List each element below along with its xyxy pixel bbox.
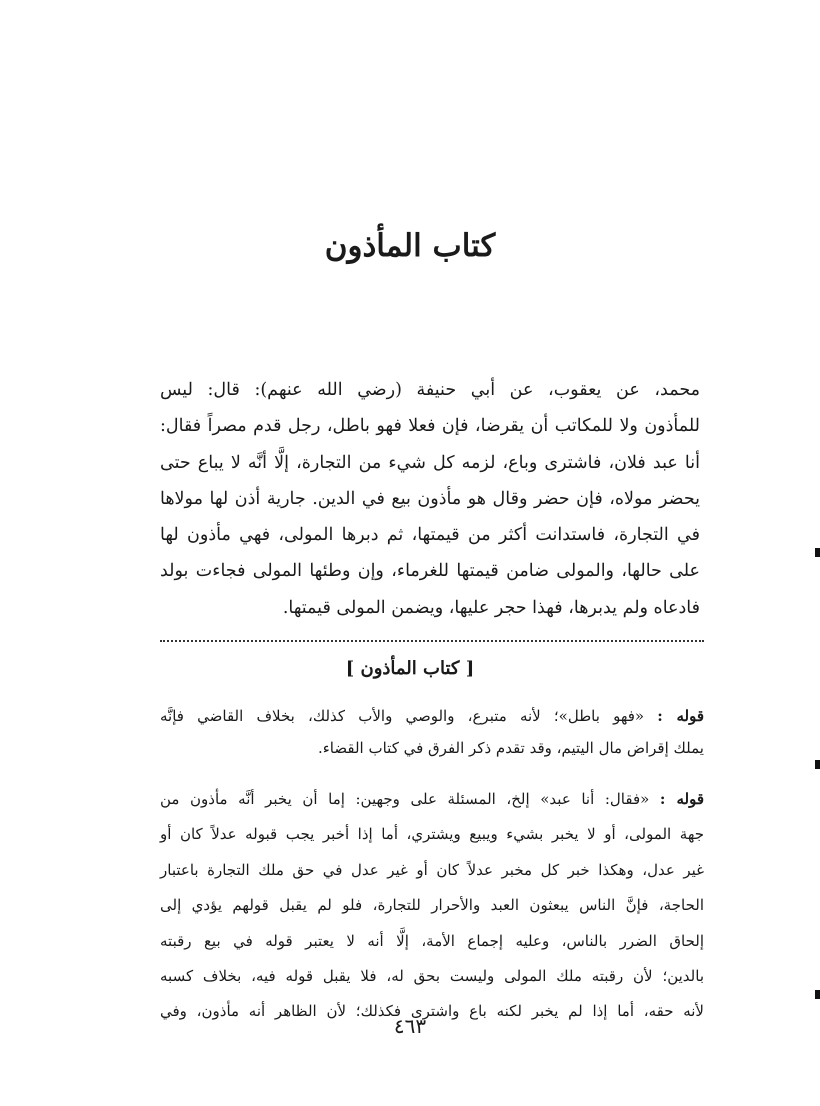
commentary-lead: قوله : (659, 790, 704, 808)
main-text-line: أنا عبد فلان، فاشترى وباع، لزمه كل شيء من التجارة، إلَّا أنَّه لا يباع حتى (160, 452, 700, 473)
dotted-separator (160, 640, 704, 642)
main-text-line: محمد، عن يعقوب، عن أبي حنيفة (رضي الله عنهم): قال: ليس (160, 380, 700, 400)
scan-edge-mark (815, 760, 820, 769)
commentary-heading: [ كتاب المأذون ] (345, 658, 475, 679)
scan-edge-mark (815, 990, 820, 999)
chapter-title: كتاب المأذون (324, 228, 496, 264)
commentary-paragraph (160, 782, 704, 1030)
commentary-line: الحاجة، فإنَّ الناس يبعثون العبد والأحرار للتجارة، فلو لم يقبل قولهم يؤدي إلى (160, 896, 704, 915)
commentary-line: غير عدل، وهكذا خبر كل مخبر عدلاً كان أو غير عدل في حق ملك التجارة باعتبار (160, 860, 704, 879)
commentary-line (160, 782, 704, 817)
commentary-line: بالدين؛ لأن رقبته ملك المولى وليست بحق له، فلا يقبل قوله فيه، بخلاف كسبه (160, 967, 704, 986)
main-text-line: على حالها، والمولى ضامن قيمتها للغرماء، وإن وطئها المولى فجاءت بولد (160, 561, 700, 582)
main-text-line: يحضر مولاه، فإن حضر وقال هو مأذون بيع في الدين. جارية أذن لها مولاها (160, 488, 700, 509)
main-text (160, 372, 700, 626)
commentary-line: إلحاق الضرر بالناس، وعليه إجماع الأمة، إلَّا أنه لا يعتبر قوله في بيع رقبته (160, 931, 704, 950)
main-text-line: للمأذون ولا للمكاتب أن يقرضا، فإن فعلا فهو باطل، رجل قدم مصراً فقال: (160, 416, 700, 437)
scan-edge-mark (815, 548, 820, 557)
commentary-line (160, 700, 704, 732)
commentary-text: «فهو باطل»؛ لأنه متبرع، والوصي والأب كذلك، بخلاف القاضي فإنَّه (160, 707, 645, 725)
main-text-line: فادعاه ولم يدبرها، فهذا حجر عليها، ويضمن المولى قيمتها. (282, 597, 700, 618)
commentary-paragraph (160, 700, 704, 764)
commentary (160, 700, 704, 1048)
main-text-line: في التجارة، فاستدانت أكثر من قيمتها، ثم دبرها المولى، فهي مأذون لها (160, 525, 700, 546)
commentary-lead: قوله : (657, 707, 704, 725)
commentary-line: جهة المولى، أو لا يخبر بشيء ويبيع ويشتري، أما إذا أخبر يجب قبوله عدلاً كان أو (160, 825, 704, 844)
page-number: ٤٦٣ (393, 1014, 427, 1038)
commentary-text: «فقال: أنا عبد» إلخ، المسئلة على وجهين: إما أن يخبر أنَّه مأذون من (160, 790, 650, 808)
commentary-line: يملك إقراض مال اليتيم، وقد تقدم ذكر الفرق في كتاب القضاء. (317, 739, 704, 757)
commentary-line: لأنه حقه، أما إذا لم يخبر لكنه باع واشترى فكذلك؛ لأن الظاهر أنه مأذون، وفي (160, 1002, 704, 1021)
